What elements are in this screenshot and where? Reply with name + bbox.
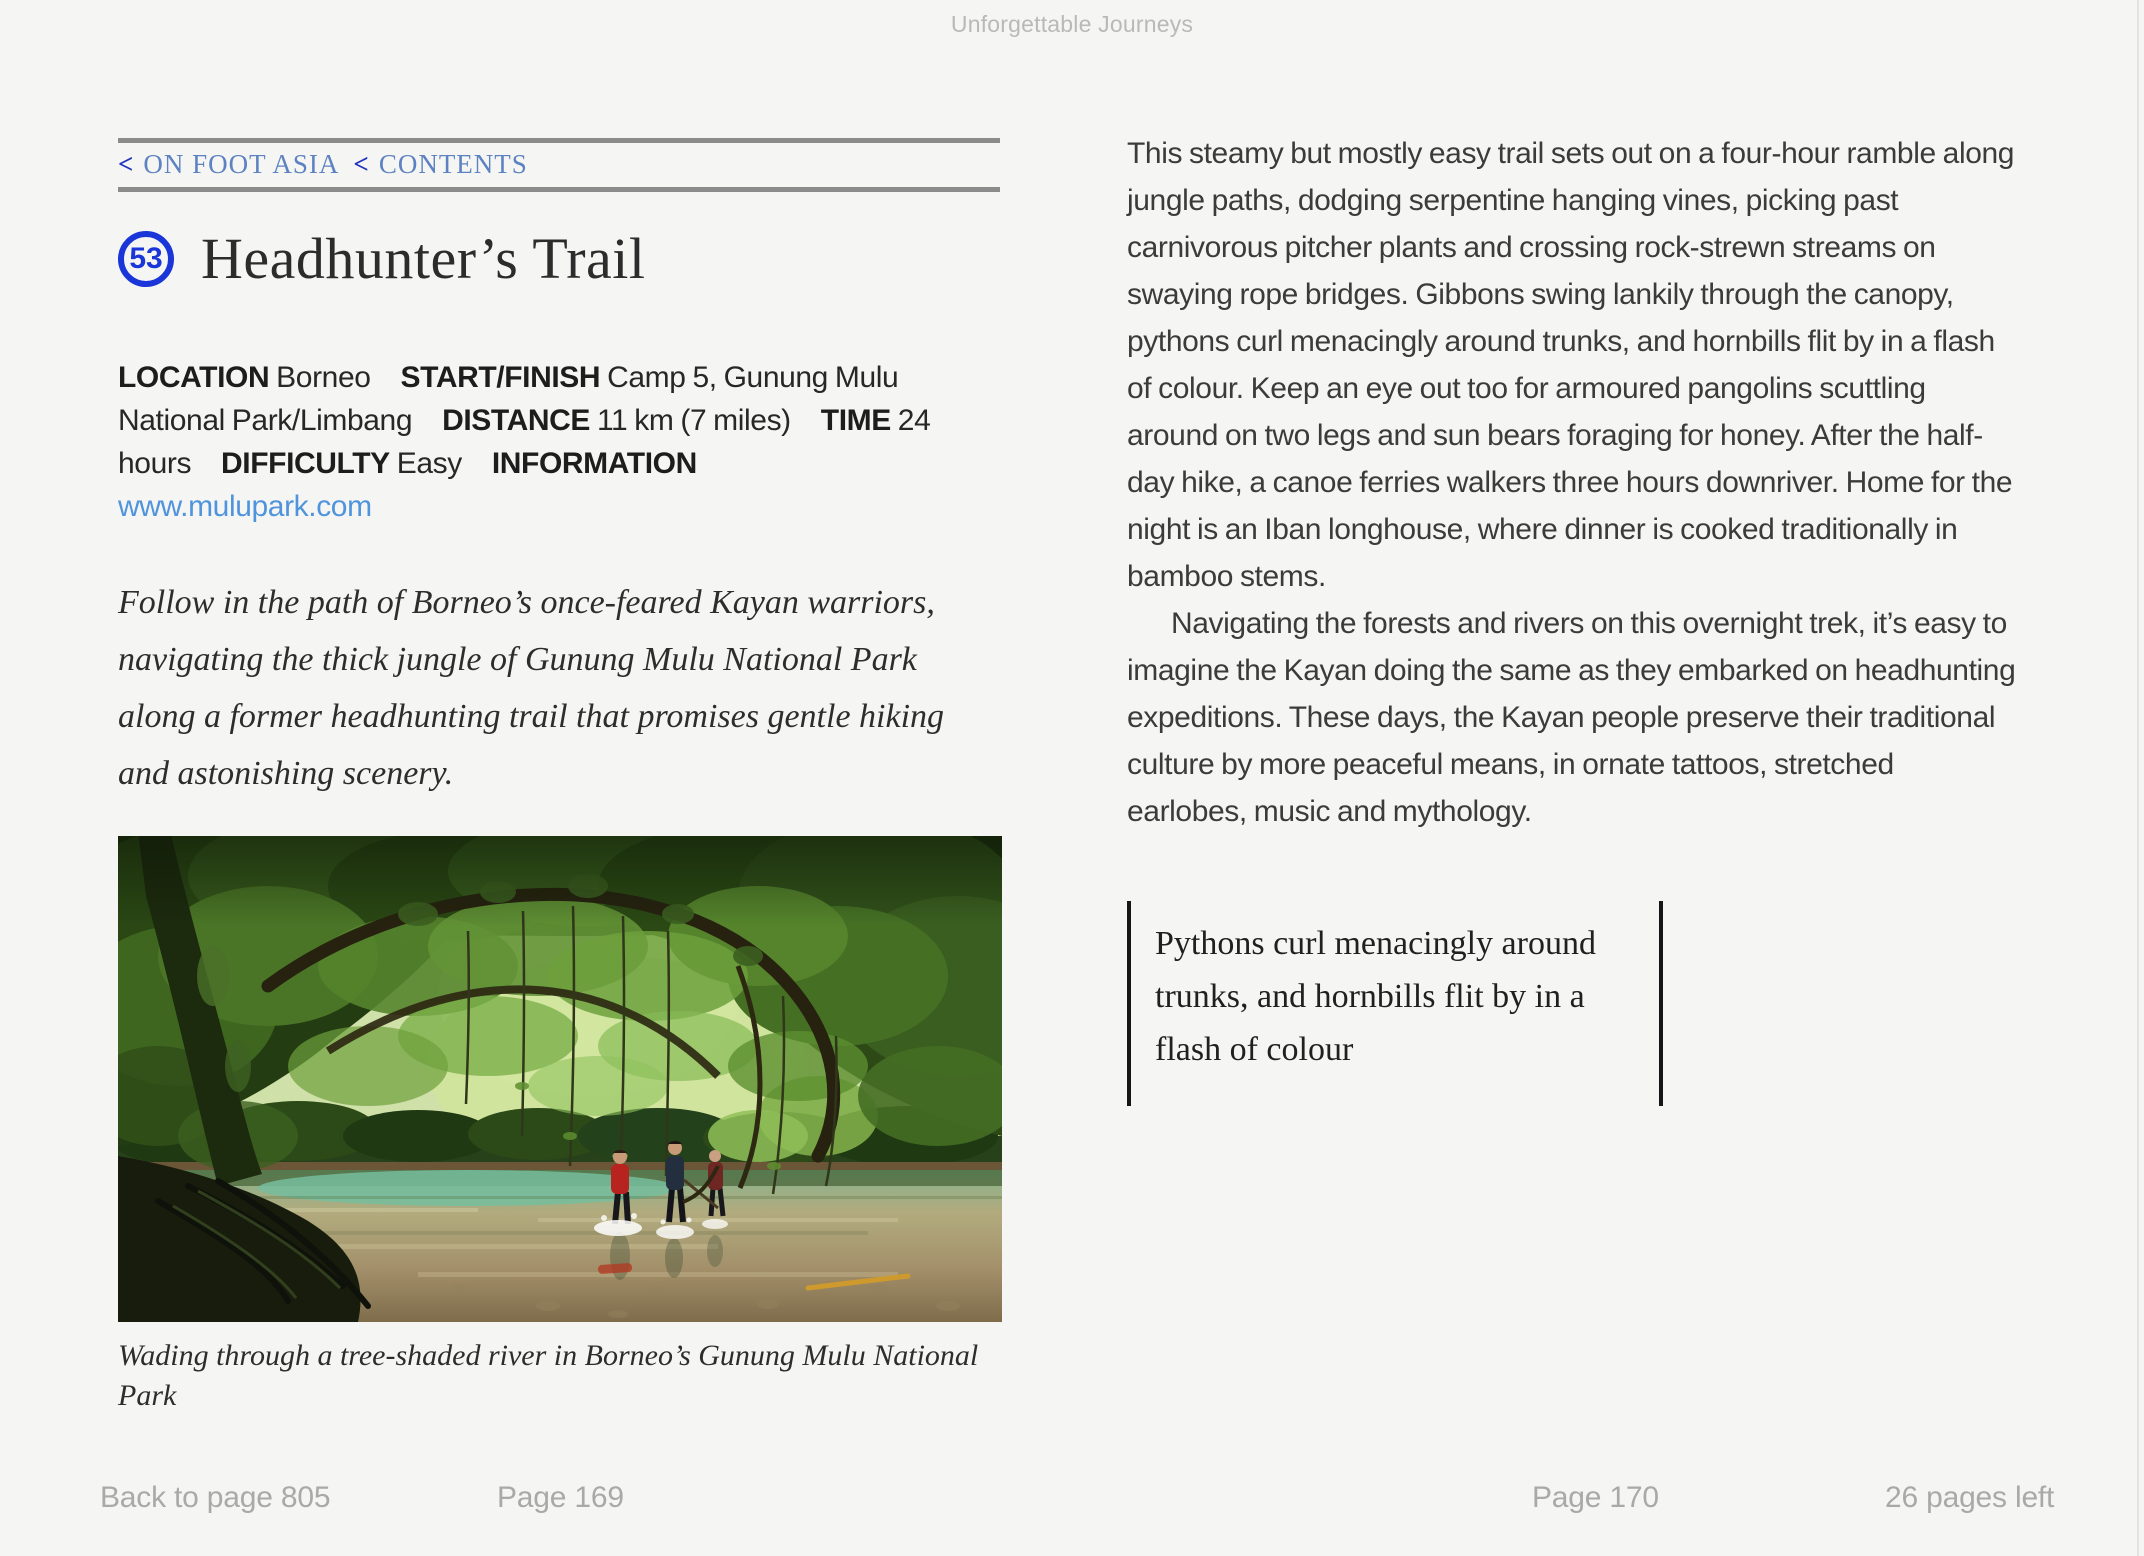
footer-right-page-number: Page 170 [1532, 1481, 1659, 1514]
photo-caption: Wading through a tree-shaded river in Borneo’s Gunung Mulu National Park [118, 1339, 979, 1412]
info-block [118, 356, 1000, 528]
footer-back-link[interactable]: Back to page 805 [100, 1481, 331, 1514]
back-chevron-icon: < [353, 149, 370, 179]
breadcrumb-label: ON FOOT ASIA [143, 149, 340, 179]
breadcrumb [118, 138, 1000, 192]
pull-quote-text: Pythons curl menacingly around trunks, and hornbills flit by in a flash of colour [1155, 925, 1596, 1068]
info-line [118, 399, 1000, 442]
info-value: Camp 5, Gunung Mulu [600, 361, 899, 394]
info-value: Easy [389, 447, 462, 480]
info-value: Borneo [269, 361, 371, 394]
info-website-link[interactable]: www.mulupark.com [118, 490, 372, 523]
footer-left-page-number: Page 169 [497, 1481, 624, 1514]
back-chevron-icon: < [118, 149, 135, 179]
info-label: DISTANCE [442, 404, 591, 437]
page-title: Headhunter’s Trail [201, 226, 646, 291]
info-value: 24 [890, 404, 931, 437]
info-label: TIME [820, 404, 891, 437]
info-value: National Park/Limbang [118, 404, 413, 437]
left-page [118, 138, 1000, 1416]
footer-pages-left: 26 pages left [1885, 1481, 2055, 1514]
info-line [118, 442, 1000, 485]
info-label: DIFFICULTY [221, 447, 390, 480]
right-page [1127, 130, 2020, 1106]
breadcrumb-link-on-foot-asia[interactable] [118, 149, 339, 179]
info-value: hours [118, 447, 192, 480]
info-line [118, 356, 1000, 399]
info-value: 11 km (7 miles) [590, 404, 791, 437]
intro-paragraph: Follow in the path of Borneo’s once-feared Kayan warriors, navigating the thick jungle of Gunung Mulu National Park along a former headhunting trail that promises gentle hiking and astonishing scenery. [118, 584, 945, 792]
info-label: START/FINISH [400, 361, 601, 394]
next-page-edge [2137, 0, 2139, 1556]
book-title: Unforgettable Journeys [950, 11, 1194, 37]
title-row [118, 225, 1000, 292]
breadcrumb-label: CONTENTS [378, 149, 528, 179]
info-label: INFORMATION [491, 447, 697, 480]
body-paragraph-1: This steamy but mostly easy trail sets out on a four-hour ramble along jungle paths, dodging serpentine hanging vines, picking past carnivorous pitcher plants and crossing rock-strewn streams on swaying rope bridges. Gibbons swing lankily through the canopy, pythons curl menacingly around trunks, and hornbills flit by in a flash of colour. Keep an eye out too for armoured pangolins scuttling around on two legs and sun bears foraging for honey. After the half-day hike, a canoe ferries walkers three hours downriver. Home for the night is an Iban longhouse, where dinner is cooked traditionally in bamboo stems. [1127, 137, 2015, 593]
entry-number-badge: 53 [118, 231, 174, 287]
body-paragraph-2: Navigating the forests and rivers on this overnight trek, it’s easy to imagine the Kayan doing the same as they embarked on headhunting expeditions. These days, the Kayan people preserve their traditional culture by more peaceful means, in ornate tattoos, stretched earlobes, music and mythology. [1127, 607, 2016, 828]
info-label: LOCATION [118, 361, 270, 394]
pull-quote [1127, 901, 1663, 1106]
breadcrumb-link-contents[interactable] [353, 149, 527, 179]
trail-photo [118, 836, 1002, 1322]
